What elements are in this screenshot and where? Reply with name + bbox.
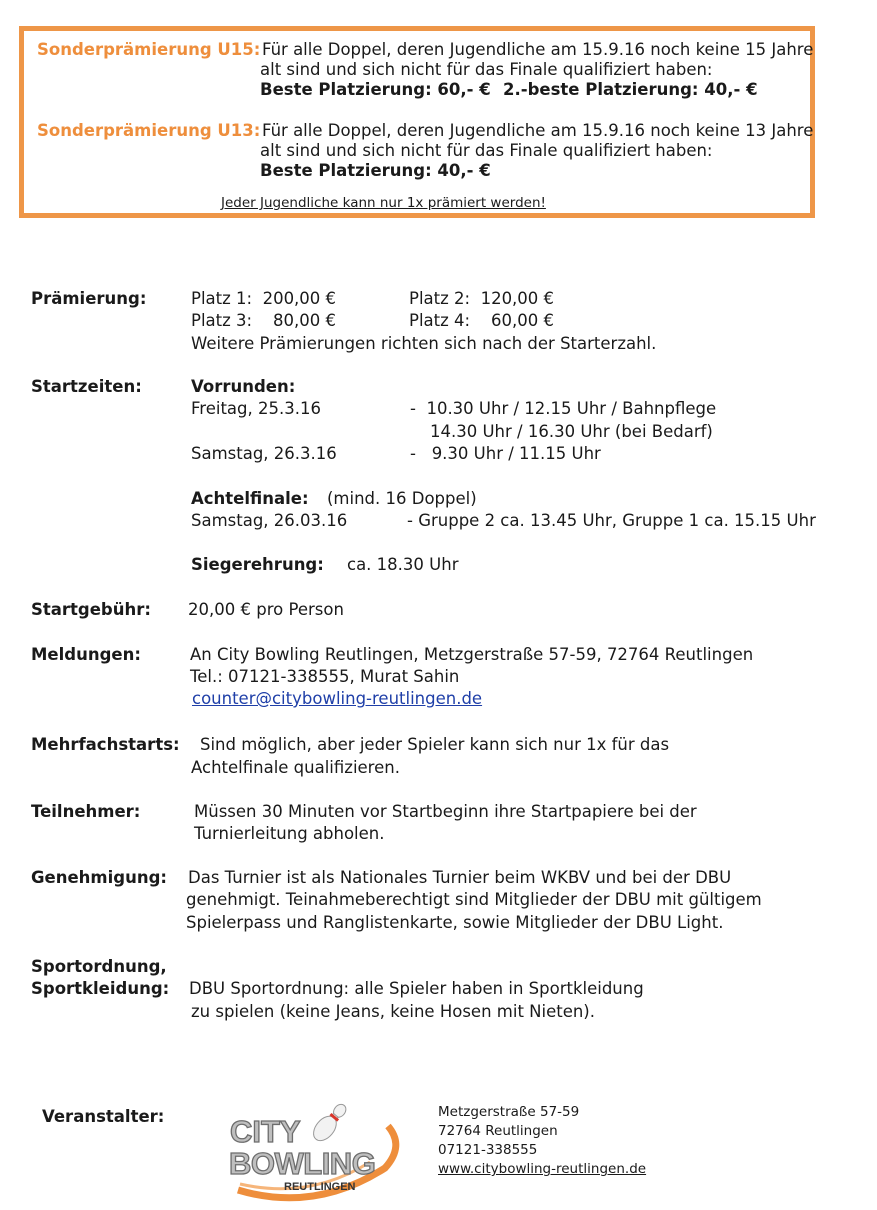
logo-bowling-text: BOWLING — [229, 1146, 376, 1181]
sportordnung-line1: DBU Sportordnung: alle Spieler haben in Sportkleidung — [189, 979, 644, 998]
friday-times: - 10.30 Uhr / 12.15 Uhr / Bahnpflege — [410, 399, 717, 418]
u13-title: Sonderprämierung U13: — [37, 121, 261, 140]
u15-prize1: Beste Platzierung: 60,- € — [260, 80, 491, 99]
u13-prize1: Beste Platzierung: 40,- € — [260, 161, 491, 180]
genehmigung-line2: genehmigt. Teinahmeberechtigt sind Mitglieder der DBU mit gültigem — [186, 890, 762, 909]
meldungen-email-link[interactable]: counter@citybowling-reutlingen.de — [192, 689, 483, 708]
u15-line1: Für alle Doppel, deren Jugendliche am 15.9.16 noch keine 15 Jahre — [262, 40, 814, 59]
achtelfinale-times: - Gruppe 2 ca. 13.45 Uhr, Gruppe 1 ca. 15.15 Uhr — [407, 511, 816, 530]
sportordnung-label: Sportordnung, — [31, 957, 167, 976]
prize-place-4: Platz 4: 60,00 € — [409, 311, 555, 330]
friday-date: Freitag, 25.3.16 — [191, 399, 321, 418]
address-city: 72764 Reutlingen — [438, 1123, 558, 1139]
prize-place-1: Platz 1: 200,00 € — [191, 289, 337, 308]
address-phone: 07121-338555 — [438, 1142, 538, 1158]
mehrfach-line2: Achtelfinale qualifizieren. — [191, 758, 400, 777]
siegerehrung-time: ca. 18.30 Uhr — [347, 555, 459, 574]
u15-line2: alt sind und sich nicht für das Finale qualifiziert haben: — [260, 60, 713, 79]
u13-line1: Für alle Doppel, deren Jugendliche am 15.9.16 noch keine 13 Jahre — [262, 121, 814, 140]
mehrfach-line1: Sind möglich, aber jeder Spieler kann sich nur 1x für das — [200, 735, 670, 754]
meldungen-address: An City Bowling Reutlingen, Metzgerstraße 57-59, 72764 Reutlingen — [190, 645, 754, 664]
prize-more: Weitere Prämierungen richten sich nach der Starterzahl. — [191, 334, 657, 353]
bowling-pin-icon — [309, 1100, 351, 1145]
mehrfach-label: Mehrfachstarts: — [31, 735, 180, 754]
saturday-times: - 9.30 Uhr / 11.15 Uhr — [410, 444, 601, 463]
achtelfinale-date: Samstag, 26.03.16 — [191, 511, 348, 530]
logo-city-text: CITY — [230, 1114, 301, 1149]
siegerehrung-label: Siegerehrung: — [191, 555, 324, 574]
genehmigung-line1: Das Turnier ist als Nationales Turnier beim WKBV und bei der DBU — [188, 868, 732, 887]
achtelfinale-note: (mind. 16 Doppel) — [327, 489, 477, 508]
prize-place-2: Platz 2: 120,00 € — [409, 289, 555, 308]
startgebuehr-value: 20,00 € pro Person — [188, 600, 344, 619]
teilnehmer-line1: Müssen 30 Minuten vor Startbeginn ihre Startpapiere bei der — [194, 802, 697, 821]
special-note: Jeder Jugendliche kann nur 1x prämiert werden! — [221, 195, 546, 211]
city-bowling-logo — [220, 1098, 410, 1206]
prize-place-3: Platz 3: 80,00 € — [191, 311, 337, 330]
achtelfinale-label: Achtelfinale: — [191, 489, 309, 508]
startzeiten-label: Startzeiten: — [31, 377, 142, 396]
sportordnung-line2: zu spielen (keine Jeans, keine Hosen mit Nieten). — [191, 1002, 595, 1021]
website-link[interactable]: www.citybowling-reutlingen.de — [438, 1161, 647, 1177]
meldungen-phone: Tel.: 07121-338555, Murat Sahin — [190, 667, 460, 686]
veranstalter-label: Veranstalter: — [42, 1107, 165, 1126]
teilnehmer-label: Teilnehmer: — [31, 802, 141, 821]
vorrunden-label: Vorrunden: — [191, 377, 296, 396]
teilnehmer-line2: Turnierleitung abholen. — [194, 824, 385, 843]
u15-title: Sonderprämierung U15: — [37, 40, 261, 59]
startgebuehr-label: Startgebühr: — [31, 600, 151, 619]
friday-times-2: 14.30 Uhr / 16.30 Uhr (bei Bedarf) — [430, 422, 713, 441]
sportkleidung-label: Sportkleidung: — [31, 979, 170, 998]
genehmigung-label: Genehmigung: — [31, 868, 167, 887]
logo-reutlingen-text: REUTLINGEN — [284, 1181, 356, 1193]
meldungen-label: Meldungen: — [31, 645, 141, 664]
genehmigung-line3: Spielerpass und Ranglistenkarte, sowie Mitglieder der DBU Light. — [186, 913, 724, 932]
u15-prize2: 2.-beste Platzierung: 40,- € — [503, 80, 758, 99]
u13-line2: alt sind und sich nicht für das Finale qualifiziert haben: — [260, 141, 713, 160]
address-street: Metzgerstraße 57-59 — [438, 1104, 580, 1120]
saturday-date: Samstag, 26.3.16 — [191, 444, 337, 463]
praemierung-label: Prämierung: — [31, 289, 147, 308]
